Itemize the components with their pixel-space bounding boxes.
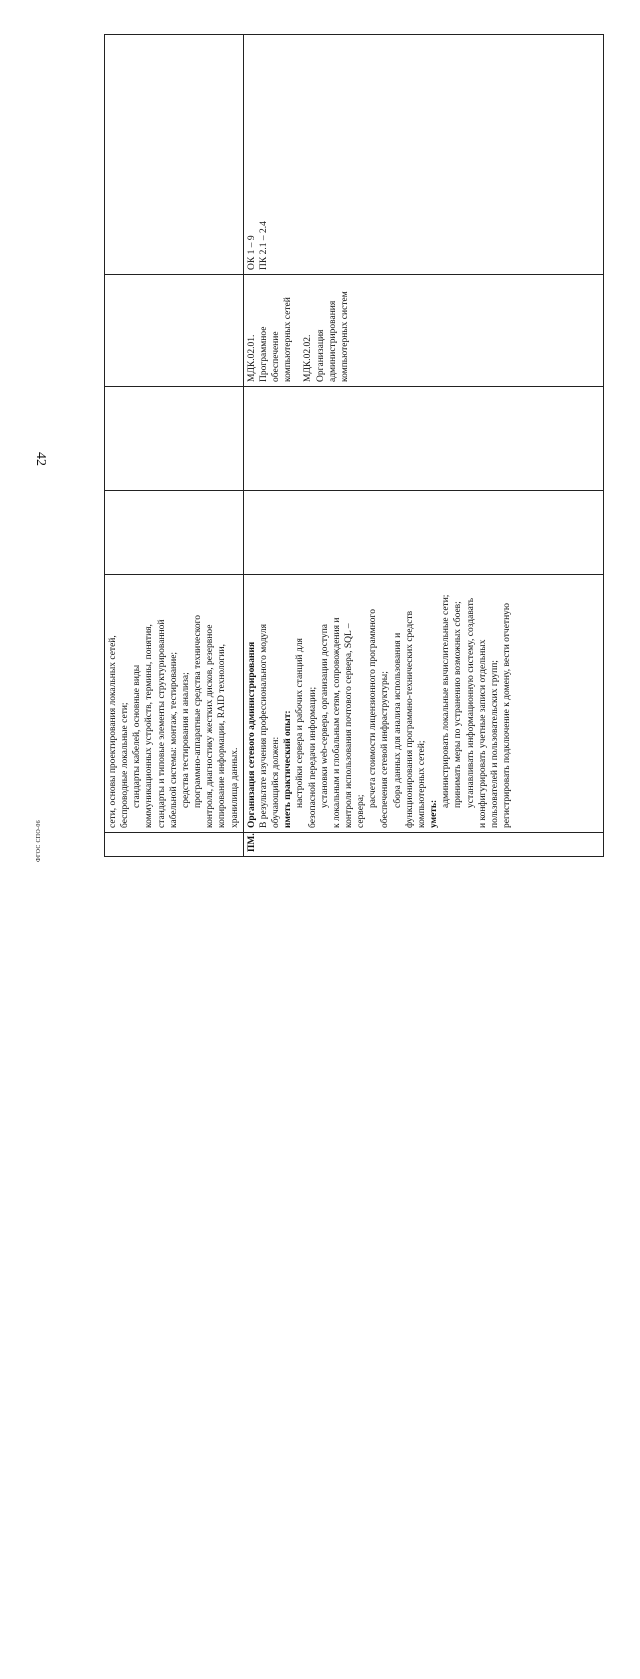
description-line: контроля, диагностику жестких дисков, резервное (205, 624, 216, 828)
description-line: хранилища данных. (229, 747, 240, 828)
table-row (105, 35, 244, 857)
empty-cell (105, 491, 244, 575)
professional-competencies: ПК 2.1 – 2.4 (258, 221, 269, 270)
mdk-line: обеспечение (271, 331, 282, 382)
page-number: 42 (33, 452, 48, 466)
module-description-cell (243, 575, 603, 833)
description-line: расчета стоимости лицензионного программного (368, 609, 379, 808)
description-line: копирование информации, RAID технологии, (217, 644, 228, 828)
description-line: обеспечения сетевой инфраструктуры; (380, 671, 391, 828)
rotated-table-wrapper (104, 221, 604, 1679)
description-line: администрировать локальные вычислительные сети; (441, 594, 452, 808)
description-line: к локальным и глобальным сетям, сопровождения и (331, 617, 342, 828)
empty-cell (243, 491, 603, 575)
mdk-line: администрирования (327, 300, 338, 382)
description-line: В результате изучения профессионального модуля (258, 624, 269, 828)
mdk-line: компьютерных систем (339, 291, 350, 382)
mdk-spacer (294, 279, 302, 382)
experience-label: иметь практический опыт: (283, 710, 294, 828)
description-line: сбора данных для анализа использования и (392, 632, 403, 808)
empty-cell (243, 387, 603, 491)
description-line: сети, основы проектирования локальных сетей, (108, 635, 118, 828)
description-line: контроля использования почтового сервера, SQL – (343, 623, 354, 828)
description-line: сервера; (356, 794, 367, 828)
description-line: беспроводные локальные сети; (120, 702, 131, 828)
mdk-line: Организация (315, 329, 326, 382)
module-code-cell: ПМ.02 (243, 833, 603, 857)
general-competencies: ОК 1 – 9 (246, 235, 257, 270)
description-line: принимать меры по устранению возможных сбоев; (453, 601, 464, 808)
description-line: регистрировать подключение к домену, вести отчетную (502, 602, 512, 828)
description-line: стандарты и типовые элементы структурированной (156, 619, 167, 828)
footer-standard-code: ФГОС СПО-06 (36, 820, 42, 862)
module-title: Организация сетевого администрирования (246, 641, 257, 828)
description-line: функционирования программно-технических средств (404, 610, 415, 828)
empty-cell (105, 387, 244, 491)
description-line: пользователей и пользовательских групп; (489, 660, 500, 828)
description-line: и конфигурировать учетные записи отдельных (477, 639, 488, 828)
description-line: настройки сервера и рабочих станций для (295, 638, 306, 808)
description-line: средства тестирования и анализа; (180, 672, 191, 808)
rotated-table-frame (104, 35, 604, 857)
competencies-cell (105, 35, 244, 275)
description-line: безопасной передачи информации; (307, 686, 318, 828)
description-line: компьютерных сетей; (416, 740, 427, 828)
description-line: программно-аппаратные средства технического (193, 615, 204, 808)
mdk-cell (105, 275, 244, 387)
description-line: обучающийся должен: (271, 736, 282, 828)
competencies-cell (243, 35, 603, 275)
mdk-line: МДК.02.01. (246, 334, 257, 382)
table-row (243, 35, 603, 857)
description-line: стандарты кабелей, основные виды (132, 664, 143, 808)
description-line: кабельной системы: монтаж, тестирование; (168, 651, 179, 828)
mdk-line: МДК.02.02. (303, 334, 314, 382)
module-code-cell (105, 833, 244, 857)
curriculum-table (104, 34, 604, 857)
skills-label: уметь: (429, 799, 440, 828)
description-line: установки web-сервера, организации доступа (319, 624, 330, 808)
module-description-cell (105, 575, 244, 833)
mdk-cell (243, 275, 603, 387)
mdk-line: Программное (258, 326, 269, 382)
description-line: устанавливать информационную систему, создавать (465, 597, 476, 808)
mdk-line: компьютерных сетей (283, 297, 294, 382)
description-line: коммуникационных устройств, термины, понятия, (144, 624, 155, 828)
